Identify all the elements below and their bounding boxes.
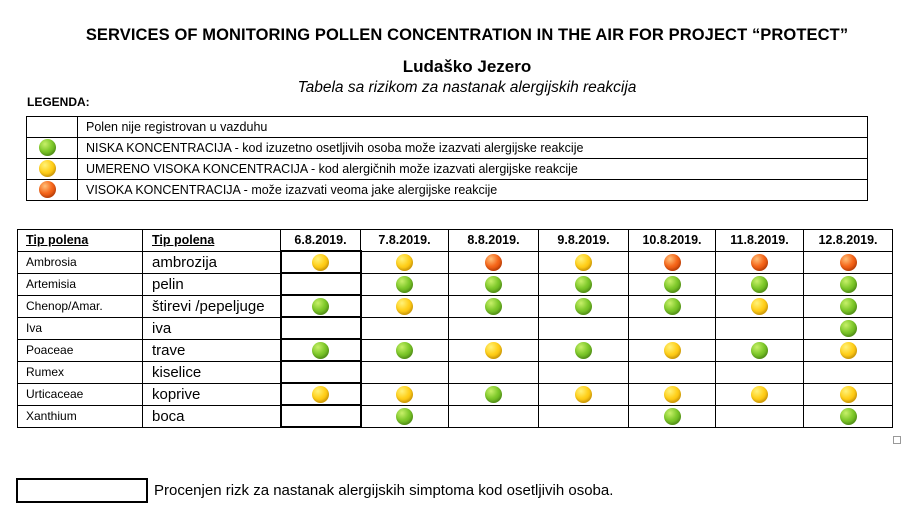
level-cell <box>804 383 893 405</box>
pollen-latin-name: Poaceae <box>18 339 143 361</box>
level-cell <box>716 339 804 361</box>
mid-concentration-dot-icon <box>664 342 681 359</box>
level-cell <box>539 339 629 361</box>
low-concentration-dot-icon <box>485 386 502 403</box>
level-cell <box>281 273 361 295</box>
low-concentration-dot-icon <box>312 298 329 315</box>
date-header: 9.8.2019. <box>539 230 629 252</box>
date-header: 7.8.2019. <box>361 230 449 252</box>
mid-concentration-dot-icon <box>575 386 592 403</box>
level-cell <box>804 273 893 295</box>
mid-concentration-dot-icon <box>312 386 329 403</box>
legend-symbol <box>27 159 78 180</box>
level-cell <box>716 317 804 339</box>
level-cell <box>449 273 539 295</box>
mid-concentration-dot-icon <box>751 298 768 315</box>
legend-label: LEGENDA: <box>27 95 90 109</box>
low-concentration-dot-icon <box>396 342 413 359</box>
pollen-latin-name: Ambrosia <box>18 251 143 273</box>
level-cell <box>716 251 804 273</box>
pollen-local-name: trave <box>143 339 281 361</box>
legend-symbol <box>27 138 78 159</box>
date-header: 6.8.2019. <box>281 230 361 252</box>
pollen-local-name: ambrozija <box>143 251 281 273</box>
legend-text: VISOKA KONCENTRACIJA - može izazvati veoma jake alergijske reakcije <box>78 180 868 201</box>
level-cell <box>629 405 716 427</box>
mid-concentration-dot-icon <box>575 254 592 271</box>
legend-table <box>26 116 868 201</box>
legend-text: Polen nije registrovan u vazduhu <box>78 117 868 138</box>
pollen-latin-name: Chenop/Amar. <box>18 295 143 317</box>
low-concentration-dot-icon <box>396 276 413 293</box>
level-cell <box>804 317 893 339</box>
table-resize-handle[interactable] <box>893 436 901 444</box>
table-subtitle: Tabela sa rizikom za nastanak alergijskih reakcija <box>297 79 637 96</box>
low-concentration-dot-icon <box>840 276 857 293</box>
table-row <box>18 317 893 339</box>
low-concentration-dot-icon <box>664 298 681 315</box>
low-concentration-dot-icon <box>575 342 592 359</box>
level-cell <box>716 273 804 295</box>
low-concentration-dot-icon <box>575 276 592 293</box>
risk-note-text: Procenjen rizk za nastanak alergijskih simptoma kod osetljivih osoba. <box>154 482 614 499</box>
legend-symbol <box>27 117 78 138</box>
level-cell <box>449 251 539 273</box>
level-cell <box>449 317 539 339</box>
date-header: 10.8.2019. <box>629 230 716 252</box>
table-row <box>18 251 893 273</box>
low-concentration-dot-icon <box>312 342 329 359</box>
pollen-latin-name: Urticaceae <box>18 383 143 405</box>
level-cell <box>716 383 804 405</box>
level-cell <box>629 339 716 361</box>
level-cell <box>361 251 449 273</box>
high-concentration-dot-icon <box>840 254 857 271</box>
risk-note-box <box>16 478 148 503</box>
level-cell <box>539 383 629 405</box>
level-cell <box>804 405 893 427</box>
pollen-local-name: pelin <box>143 273 281 295</box>
low-concentration-dot-icon <box>664 276 681 293</box>
level-cell <box>539 361 629 383</box>
high-concentration-dot-icon <box>751 254 768 271</box>
low-concentration-dot-icon <box>396 408 413 425</box>
level-cell <box>539 295 629 317</box>
level-cell <box>629 273 716 295</box>
table-row <box>18 361 893 383</box>
level-cell <box>281 295 361 317</box>
level-cell <box>361 361 449 383</box>
legend-row-none <box>27 117 868 138</box>
date-header: 11.8.2019. <box>716 230 804 252</box>
level-cell <box>281 339 361 361</box>
legend-row-low <box>27 138 868 159</box>
page-title: SERVICES OF MONITORING POLLEN CONCENTRATION IN THE AIR FOR PROJECT “PROTECT” <box>85 26 849 44</box>
level-cell <box>804 295 893 317</box>
level-cell <box>281 317 361 339</box>
high-concentration-dot-icon <box>664 254 681 271</box>
table-row <box>18 383 893 405</box>
pollen-local-name: kiselice <box>143 361 281 383</box>
low-concentration-dot-icon <box>39 139 56 156</box>
pollen-local-name: koprive <box>143 383 281 405</box>
low-concentration-dot-icon <box>664 408 681 425</box>
pollen-local-name: štirevi /pepeljuge <box>143 295 281 317</box>
table-header-row <box>18 230 893 252</box>
level-cell <box>361 317 449 339</box>
legend-row-high <box>27 180 868 201</box>
level-cell <box>449 361 539 383</box>
level-cell <box>629 383 716 405</box>
level-cell <box>449 295 539 317</box>
mid-concentration-dot-icon <box>396 254 413 271</box>
level-cell <box>629 295 716 317</box>
mid-concentration-dot-icon <box>485 342 502 359</box>
level-cell <box>539 273 629 295</box>
level-cell <box>281 361 361 383</box>
pollen-latin-name: Artemisia <box>18 273 143 295</box>
mid-concentration-dot-icon <box>840 342 857 359</box>
location-title: Ludaško Jezero <box>402 57 532 76</box>
legend-text: UMERENO VISOKA KONCENTRACIJA - kod alergičnih može izazvati alergijske reakcije <box>78 159 868 180</box>
level-cell <box>629 317 716 339</box>
low-concentration-dot-icon <box>751 276 768 293</box>
level-cell <box>281 251 361 273</box>
low-concentration-dot-icon <box>485 276 502 293</box>
mid-concentration-dot-icon <box>312 254 329 271</box>
level-cell <box>361 295 449 317</box>
level-cell <box>361 273 449 295</box>
mid-concentration-dot-icon <box>396 386 413 403</box>
pollen-latin-name: Xanthium <box>18 405 143 427</box>
level-cell <box>449 405 539 427</box>
level-cell <box>449 383 539 405</box>
level-cell <box>361 383 449 405</box>
level-cell <box>716 361 804 383</box>
mid-concentration-dot-icon <box>751 386 768 403</box>
col-header-local: Tip polena <box>143 230 281 252</box>
mid-concentration-dot-icon <box>840 386 857 403</box>
high-concentration-dot-icon <box>39 181 56 198</box>
col-header-latin: Tip polena <box>18 230 143 252</box>
level-cell <box>716 295 804 317</box>
level-cell <box>804 251 893 273</box>
legend-text: NISKA KONCENTRACIJA - kod izuzetno osetljivih osoba može izazvati alergijske reakcije <box>78 138 868 159</box>
table-row <box>18 339 893 361</box>
legend-row-mid <box>27 159 868 180</box>
date-header: 8.8.2019. <box>449 230 539 252</box>
level-cell <box>804 339 893 361</box>
level-cell <box>361 339 449 361</box>
pollen-latin-name: Rumex <box>18 361 143 383</box>
low-concentration-dot-icon <box>485 298 502 315</box>
pollen-latin-name: Iva <box>18 317 143 339</box>
date-header: 12.8.2019. <box>804 230 893 252</box>
low-concentration-dot-icon <box>840 320 857 337</box>
low-concentration-dot-icon <box>751 342 768 359</box>
level-cell <box>449 339 539 361</box>
pollen-local-name: boca <box>143 405 281 427</box>
table-row <box>18 295 893 317</box>
legend-symbol <box>27 180 78 201</box>
mid-concentration-dot-icon <box>396 298 413 315</box>
low-concentration-dot-icon <box>840 298 857 315</box>
level-cell <box>281 405 361 427</box>
level-cell <box>539 405 629 427</box>
level-cell <box>281 383 361 405</box>
pollen-risk-table <box>17 229 893 428</box>
level-cell <box>716 405 804 427</box>
low-concentration-dot-icon <box>840 408 857 425</box>
level-cell <box>361 405 449 427</box>
level-cell <box>629 251 716 273</box>
level-cell <box>539 251 629 273</box>
level-cell <box>804 361 893 383</box>
table-row <box>18 405 893 427</box>
mid-concentration-dot-icon <box>664 386 681 403</box>
table-row <box>18 273 893 295</box>
level-cell <box>539 317 629 339</box>
low-concentration-dot-icon <box>575 298 592 315</box>
mid-concentration-dot-icon <box>39 160 56 177</box>
high-concentration-dot-icon <box>485 254 502 271</box>
level-cell <box>629 361 716 383</box>
pollen-local-name: iva <box>143 317 281 339</box>
